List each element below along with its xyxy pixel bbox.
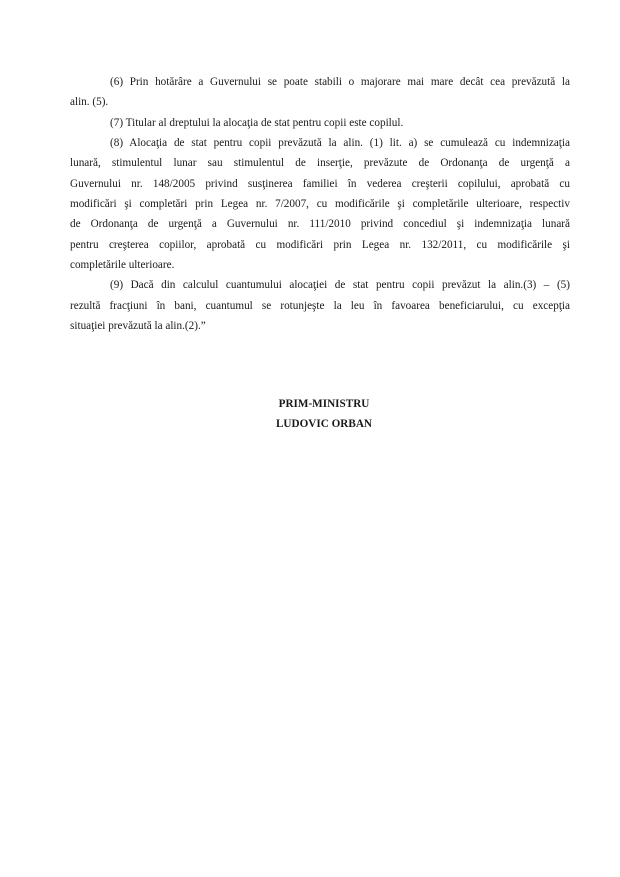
- text-line: situaţiei prevăzută la alin.(2).”: [70, 320, 206, 333]
- text-line: (7) Titular al dreptului la alocaţia de stat pentru copii este copilul.: [110, 116, 404, 129]
- text-line: Guvernului nr. 148/2005 privind susţinerea familiei în vederea creşterii copilului, aprobată cu: [70, 177, 570, 190]
- text-line: rezultă fracţiuni în bani, cuantumul se rotunjeşte la leu în favoarea beneficiarului, cu excepţia: [70, 299, 570, 312]
- text-line: alin. (5).: [70, 96, 109, 109]
- text-line: (6) Prin hotărâre a Guvernului se poate stabili o majorare mai mare decât cea prevăzută la: [110, 76, 570, 88]
- signatory-name: LUDOVIC ORBAN: [275, 418, 373, 431]
- paragraph-9: [70, 275, 570, 336]
- paragraph-7: [70, 113, 570, 133]
- text-line: modificări şi completări prin Legea nr. 7/2007, cu modificările şi completările ulterioare, respectiv: [70, 198, 570, 211]
- signature-block: [0, 394, 620, 435]
- document-body: [70, 72, 570, 336]
- text-line: (9) Dacă din calculul cuantumului alocaţiei de stat pentru copii prevăzut la alin.(3) – (5): [110, 279, 570, 292]
- text-line: (8) Alocaţia de stat pentru copii prevăzută la alin. (1) lit. a) se cumulează cu indemnizaţia: [110, 137, 570, 150]
- text-line: completările ulterioare.: [70, 259, 175, 272]
- paragraph-8: [70, 133, 570, 275]
- text-line: de Ordonanţa de urgenţă a Guvernului nr. 111/2010 privind concediul şi indemnizaţia lunară: [70, 218, 570, 231]
- signatory-title: PRIM-MINISTRU: [278, 398, 370, 410]
- text-line: lunară, stimulentul lunar sau stimulentul de inserţie, prevăzute de Ordonanţa de urgenţă a: [70, 157, 570, 170]
- text-line: pentru creşterea copiilor, aprobată cu modificări prin Legea nr. 132/2011, cu modificările şi: [70, 238, 570, 251]
- paragraph-6: [70, 72, 570, 113]
